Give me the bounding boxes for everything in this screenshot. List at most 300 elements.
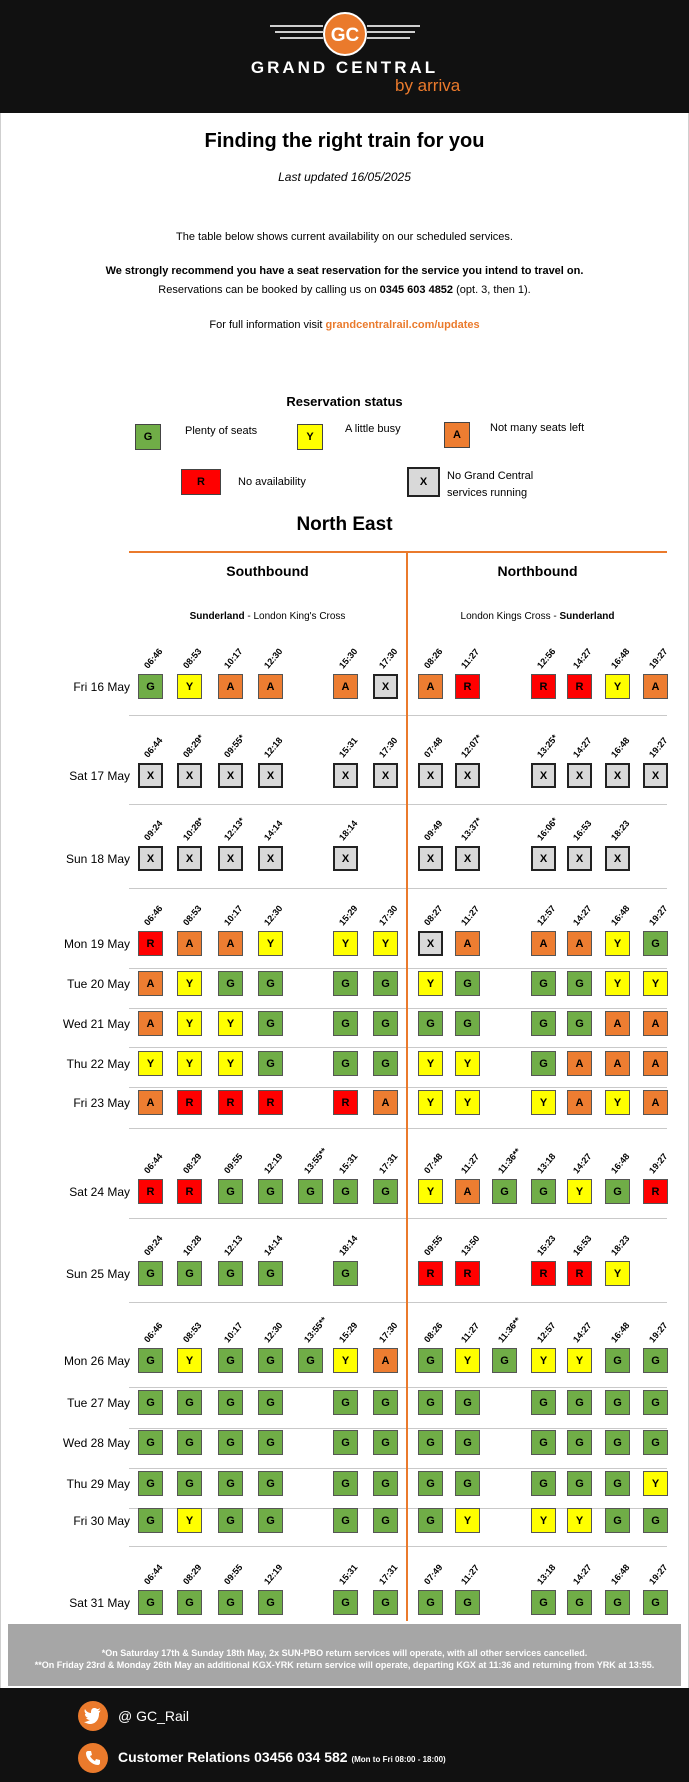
departure-time: 15:30: [337, 646, 360, 671]
status-cell: R: [567, 1261, 592, 1286]
row-separator: [129, 1387, 406, 1388]
departure-time: 06:44: [142, 1151, 165, 1176]
reservation-options: (opt. 3, then 1).: [453, 284, 531, 296]
status-cell: G: [333, 1011, 358, 1036]
legend-x-label: [447, 468, 533, 502]
status-cell: X: [531, 763, 556, 788]
status-cell: Y: [531, 1348, 556, 1373]
departure-time: 08:53: [181, 1320, 204, 1345]
status-cell: G: [531, 1011, 556, 1036]
status-cell: G: [138, 1508, 163, 1533]
status-cell: Y: [567, 1179, 592, 1204]
customer-relations[interactable]: [118, 1749, 446, 1765]
status-cell: G: [218, 1471, 243, 1496]
status-cell: A: [333, 674, 358, 699]
day-label: Fri 30 May: [73, 1514, 130, 1528]
phone-icon[interactable]: [78, 1743, 108, 1773]
departure-time: 09:24: [142, 1233, 165, 1258]
customer-relations-number[interactable]: Customer Relations 03456 034 582: [118, 1749, 348, 1765]
status-cell: X: [373, 674, 398, 699]
status-cell: G: [177, 1261, 202, 1286]
status-cell: G: [258, 1051, 283, 1076]
northbound-origin: London Kings Cross -: [460, 611, 560, 622]
region-title: North East: [296, 514, 393, 535]
departure-time: 17:30: [377, 1320, 400, 1345]
status-cell: G: [418, 1430, 443, 1455]
departure-time: 19:27: [647, 646, 670, 671]
departure-time: 07:48: [422, 1151, 445, 1176]
status-cell: Y: [218, 1051, 243, 1076]
intro-line-1: The table below shows current availability on our scheduled services.: [176, 231, 513, 243]
row-separator: [408, 1387, 667, 1388]
status-cell: X: [258, 846, 283, 871]
status-cell: G: [643, 1590, 668, 1615]
departure-time: 14:27: [571, 646, 594, 671]
status-cell: G: [418, 1390, 443, 1415]
departure-time: 18:14: [337, 1233, 360, 1258]
status-cell: G: [455, 971, 480, 996]
status-cell: G: [333, 1261, 358, 1286]
status-cell: X: [643, 763, 668, 788]
status-cell: G: [643, 1430, 668, 1455]
departure-time: 16:48: [609, 1562, 632, 1587]
status-cell: X: [567, 846, 592, 871]
status-cell: X: [455, 763, 480, 788]
status-cell: A: [138, 1011, 163, 1036]
status-cell: G: [418, 1590, 443, 1615]
departure-time: 17:30: [377, 735, 400, 760]
status-cell: Y: [418, 1090, 443, 1115]
intro-line-4: [0, 319, 689, 331]
status-cell: G: [333, 1430, 358, 1455]
status-cell: Y: [567, 1348, 592, 1373]
row-separator: [129, 1087, 406, 1088]
departure-time: 09:49: [422, 818, 445, 843]
row-separator: [408, 1428, 667, 1429]
departure-time: 14:27: [571, 903, 594, 928]
status-cell: A: [138, 1090, 163, 1115]
status-cell: Y: [455, 1090, 480, 1115]
status-cell: G: [218, 1179, 243, 1204]
day-label: Sun 18 May: [65, 852, 130, 866]
status-cell: X: [567, 763, 592, 788]
status-cell: G: [492, 1348, 517, 1373]
status-cell: G: [455, 1011, 480, 1036]
departure-time: 12:57: [535, 1320, 558, 1345]
departure-time: 08:29*: [181, 732, 206, 760]
departure-time: 17:31: [377, 1562, 400, 1587]
status-cell: G: [373, 1179, 398, 1204]
row-separator: [129, 888, 406, 889]
status-cell: G: [605, 1390, 630, 1415]
departure-time: 07:49: [422, 1562, 445, 1587]
departure-time: 10:17: [222, 903, 245, 928]
legend-g-label: Plenty of seats: [185, 425, 258, 437]
status-cell: X: [138, 846, 163, 871]
departure-time: 10:28*: [181, 815, 206, 843]
row-separator: [129, 1218, 406, 1219]
departure-time: 06:46: [142, 1320, 165, 1345]
status-cell: X: [531, 846, 556, 871]
footer-bar: [0, 1688, 689, 1782]
day-label: Fri 23 May: [73, 1096, 130, 1110]
legend-a-label: Not many seats left: [490, 422, 585, 434]
legend-r-label: No availability: [238, 476, 306, 488]
status-cell: G: [218, 1590, 243, 1615]
legend-x-label-2: services running: [447, 487, 528, 499]
legend-title: Reservation status: [286, 394, 403, 409]
status-cell: G: [138, 1348, 163, 1373]
departure-time: 08:29: [181, 1562, 204, 1587]
status-cell: X: [177, 846, 202, 871]
status-cell: A: [418, 674, 443, 699]
status-cell: A: [643, 1051, 668, 1076]
departure-time: 18:23: [609, 1233, 632, 1258]
page-title: Finding the right train for you: [204, 130, 485, 152]
status-cell: Y: [605, 674, 630, 699]
departure-time: 17:30: [377, 903, 400, 928]
day-label: Wed 28 May: [62, 1436, 130, 1450]
twitter-icon[interactable]: [78, 1701, 108, 1731]
status-cell: G: [138, 1430, 163, 1455]
status-cell: G: [531, 1179, 556, 1204]
status-cell: G: [138, 1590, 163, 1615]
status-cell: G: [258, 1011, 283, 1036]
status-cell: R: [138, 931, 163, 956]
departure-time: 12:56: [535, 646, 558, 671]
status-cell: X: [455, 846, 480, 871]
departure-time: 08:53: [181, 646, 204, 671]
status-cell: G: [333, 1390, 358, 1415]
departure-time: 15:31: [337, 1562, 360, 1587]
departure-time: 16:48: [609, 1151, 632, 1176]
status-cell: R: [418, 1261, 443, 1286]
status-cell: G: [298, 1179, 323, 1204]
status-cell: G: [373, 1590, 398, 1615]
status-cell: Y: [643, 1471, 668, 1496]
customer-relations-hours: (Mon to Fri 08:00 - 18:00): [351, 1755, 446, 1764]
status-cell: Y: [455, 1348, 480, 1373]
departure-time: 08:29: [181, 1151, 204, 1176]
status-cell: A: [455, 1179, 480, 1204]
departure-time: 11:27: [459, 903, 482, 928]
row-separator: [408, 1546, 667, 1547]
status-cell: Y: [177, 674, 202, 699]
status-cell: G: [333, 1051, 358, 1076]
status-cell: X: [258, 763, 283, 788]
legend-a-swatch: A: [444, 422, 470, 448]
departure-time: 11:27: [459, 646, 482, 671]
status-cell: X: [177, 763, 202, 788]
row-separator: [408, 804, 667, 805]
status-cell: G: [138, 1390, 163, 1415]
status-cell: A: [455, 931, 480, 956]
status-cell: G: [567, 971, 592, 996]
status-cell: G: [218, 1508, 243, 1533]
departure-time: 15:29: [337, 903, 360, 928]
status-cell: R: [455, 674, 480, 699]
departure-time: 12:30: [262, 903, 285, 928]
status-cell: Y: [605, 931, 630, 956]
status-cell: G: [258, 1348, 283, 1373]
status-cell: Y: [605, 1090, 630, 1115]
departure-time: 14:14: [262, 1233, 285, 1258]
status-cell: G: [531, 1430, 556, 1455]
status-cell: G: [258, 1179, 283, 1204]
southbound-origin: Sunderland: [189, 611, 245, 622]
day-label: Wed 21 May: [62, 1017, 130, 1031]
southbound-route: [129, 611, 406, 622]
status-cell: G: [373, 1011, 398, 1036]
departure-time: 17:30: [377, 646, 400, 671]
status-cell: G: [605, 1590, 630, 1615]
status-cell: R: [455, 1261, 480, 1286]
status-cell: A: [643, 1090, 668, 1115]
departure-time: 11:36**: [496, 1146, 523, 1176]
row-separator: [129, 1047, 406, 1048]
row-separator: [129, 715, 406, 716]
grand-central-logo: [0, 12, 689, 61]
status-cell: R: [531, 1261, 556, 1286]
status-cell: G: [567, 1011, 592, 1036]
status-cell: G: [455, 1430, 480, 1455]
status-cell: G: [258, 1261, 283, 1286]
status-cell: G: [373, 1390, 398, 1415]
status-cell: Y: [455, 1508, 480, 1533]
status-cell: G: [258, 1390, 283, 1415]
status-cell: G: [373, 971, 398, 996]
day-label: Sun 25 May: [65, 1267, 130, 1281]
status-cell: G: [258, 1430, 283, 1455]
status-cell: Y: [418, 1051, 443, 1076]
status-cell: Y: [531, 1090, 556, 1115]
row-separator: [408, 888, 667, 889]
info-text: For full information visit: [209, 319, 326, 331]
status-cell: Y: [531, 1508, 556, 1533]
departure-time: 18:23: [609, 818, 632, 843]
status-cell: R: [567, 674, 592, 699]
departure-time: 16:53: [571, 1233, 594, 1258]
departure-time: 11:36**: [496, 1315, 523, 1345]
status-cell: G: [218, 1348, 243, 1373]
status-cell: R: [258, 1090, 283, 1115]
status-cell: G: [138, 1261, 163, 1286]
departure-time: 15:31: [337, 735, 360, 760]
departure-time: 14:27: [571, 735, 594, 760]
status-cell: A: [567, 931, 592, 956]
status-cell: G: [567, 1590, 592, 1615]
day-label: Sat 31 May: [69, 1596, 130, 1610]
updates-link[interactable]: grandcentralrail.com/updates: [325, 319, 480, 331]
row-separator: [408, 1302, 667, 1303]
reservation-text: Reservations can be booked by calling us on: [158, 284, 380, 296]
status-cell: Y: [605, 1261, 630, 1286]
status-cell: Y: [258, 931, 283, 956]
departure-time: 11:27: [459, 1320, 482, 1345]
intro-line-2: We strongly recommend you have a seat reservation for the service you intend to travel on.: [105, 265, 584, 277]
status-cell: G: [298, 1348, 323, 1373]
status-cell: G: [531, 1051, 556, 1076]
reservation-phone[interactable]: 0345 603 4852: [379, 284, 454, 296]
departure-time: 09:55: [222, 1151, 245, 1176]
status-cell: X: [218, 846, 243, 871]
departure-time: 06:44: [142, 1562, 165, 1587]
row-separator: [129, 1302, 406, 1303]
departure-time: 13:37*: [459, 815, 484, 843]
northbound-destination: Sunderland: [559, 611, 615, 622]
departure-time: 16:06*: [535, 815, 560, 843]
status-cell: G: [643, 1390, 668, 1415]
northbound-title: Northbound: [497, 563, 578, 579]
footnote-1: *On Saturday 17th & Sunday 18th May, 2x SUN-PBO return services will operate, with all other services cancelled.: [101, 1648, 588, 1658]
day-label: Thu 22 May: [66, 1057, 130, 1071]
logo-monogram: GC: [330, 25, 359, 46]
departure-time: 19:27: [647, 1562, 670, 1587]
day-label: Tue 27 May: [67, 1396, 130, 1410]
status-cell: G: [418, 1508, 443, 1533]
status-cell: G: [218, 1390, 243, 1415]
departure-time: 12:19: [262, 1151, 285, 1176]
row-separator: [408, 1008, 667, 1009]
row-separator: [408, 968, 667, 969]
header-bar: [0, 0, 689, 113]
row-separator: [408, 1087, 667, 1088]
departure-time: 10:17: [222, 1320, 245, 1345]
status-cell: G: [177, 1430, 202, 1455]
status-cell: X: [418, 931, 443, 956]
status-cell: Y: [218, 1011, 243, 1036]
departure-time: 10:17: [222, 646, 245, 671]
departure-time: 10:28: [181, 1233, 204, 1258]
status-cell: A: [643, 674, 668, 699]
status-cell: G: [333, 1179, 358, 1204]
status-cell: R: [333, 1090, 358, 1115]
departure-time: 13:55**: [302, 1314, 329, 1345]
status-cell: X: [218, 763, 243, 788]
status-cell: G: [218, 1430, 243, 1455]
status-cell: A: [258, 674, 283, 699]
status-cell: A: [605, 1051, 630, 1076]
departure-time: 14:14: [262, 818, 285, 843]
status-cell: X: [418, 763, 443, 788]
status-cell: G: [333, 1508, 358, 1533]
footnotes: [8, 1624, 681, 1686]
legend-g-swatch: G: [135, 424, 161, 450]
day-label: Mon 19 May: [63, 937, 130, 951]
departure-time: 15:31: [337, 1151, 360, 1176]
status-cell: Y: [177, 1051, 202, 1076]
status-cell: G: [605, 1471, 630, 1496]
status-cell: Y: [177, 1011, 202, 1036]
row-separator: [408, 715, 667, 716]
row-separator: [408, 1218, 667, 1219]
departure-time: 12:19: [262, 1562, 285, 1587]
day-label: Sat 24 May: [69, 1185, 130, 1199]
status-cell: G: [138, 1471, 163, 1496]
departure-time: 12:30: [262, 646, 285, 671]
departure-time: 08:53: [181, 903, 204, 928]
departure-time: 19:27: [647, 903, 670, 928]
status-cell: X: [138, 763, 163, 788]
status-cell: X: [418, 846, 443, 871]
row-separator: [129, 1008, 406, 1009]
departure-time: 14:27: [571, 1562, 594, 1587]
row-separator: [408, 1128, 667, 1129]
departure-time: 19:27: [647, 1151, 670, 1176]
departure-time: 09:24: [142, 818, 165, 843]
status-cell: G: [177, 1590, 202, 1615]
day-label: Mon 26 May: [63, 1354, 130, 1368]
status-cell: G: [567, 1430, 592, 1455]
status-cell: R: [177, 1179, 202, 1204]
status-cell: A: [531, 931, 556, 956]
status-cell: Y: [177, 971, 202, 996]
row-separator: [129, 1468, 406, 1469]
brand-name: GRAND CENTRAL: [250, 58, 439, 77]
row-separator: [129, 804, 406, 805]
departure-time: 16:48: [609, 646, 632, 671]
departure-time: 15:29: [337, 1320, 360, 1345]
departure-time: 16:48: [609, 1320, 632, 1345]
row-separator: [408, 1468, 667, 1469]
status-cell: G: [373, 1430, 398, 1455]
intro-line-3: [0, 284, 689, 296]
status-cell: G: [567, 1390, 592, 1415]
departure-time: 12:30: [262, 1320, 285, 1345]
status-cell: G: [531, 971, 556, 996]
status-cell: A: [218, 931, 243, 956]
departure-time: 16:48: [609, 735, 632, 760]
status-cell: Y: [455, 1051, 480, 1076]
status-cell: R: [218, 1090, 243, 1115]
day-label: Fri 16 May: [73, 680, 130, 694]
status-cell: A: [605, 1011, 630, 1036]
southbound-title: Southbound: [226, 563, 309, 579]
row-separator: [129, 1546, 406, 1547]
status-cell: G: [177, 1390, 202, 1415]
status-cell: Y: [643, 971, 668, 996]
table-top-rule: [129, 551, 667, 553]
twitter-handle[interactable]: @ GC_Rail: [118, 1708, 190, 1724]
status-cell: G: [218, 971, 243, 996]
status-cell: G: [177, 1471, 202, 1496]
row-separator: [129, 1428, 406, 1429]
status-cell: Y: [605, 971, 630, 996]
row-separator: [129, 1128, 406, 1129]
logo-emblem-icon: [265, 12, 425, 56]
southbound-destination: - London King's Cross: [244, 611, 346, 622]
status-cell: G: [333, 1471, 358, 1496]
status-cell: A: [373, 1090, 398, 1115]
status-cell: G: [333, 1590, 358, 1615]
status-cell: A: [177, 931, 202, 956]
status-cell: G: [258, 1471, 283, 1496]
departure-time: 06:46: [142, 903, 165, 928]
northbound-route: [408, 611, 667, 622]
status-cell: G: [258, 1508, 283, 1533]
departure-time: 08:26: [422, 1320, 445, 1345]
departure-time: 16:48: [609, 903, 632, 928]
row-separator: [129, 968, 406, 969]
departure-time: 15:23: [535, 1233, 558, 1258]
legend-y-label: A little busy: [345, 423, 401, 435]
departure-time: 12:07*: [459, 732, 484, 760]
status-cell: G: [138, 674, 163, 699]
departure-time: 09:55*: [222, 732, 247, 760]
status-cell: X: [333, 846, 358, 871]
day-label: Tue 20 May: [67, 977, 130, 991]
status-cell: G: [531, 1471, 556, 1496]
